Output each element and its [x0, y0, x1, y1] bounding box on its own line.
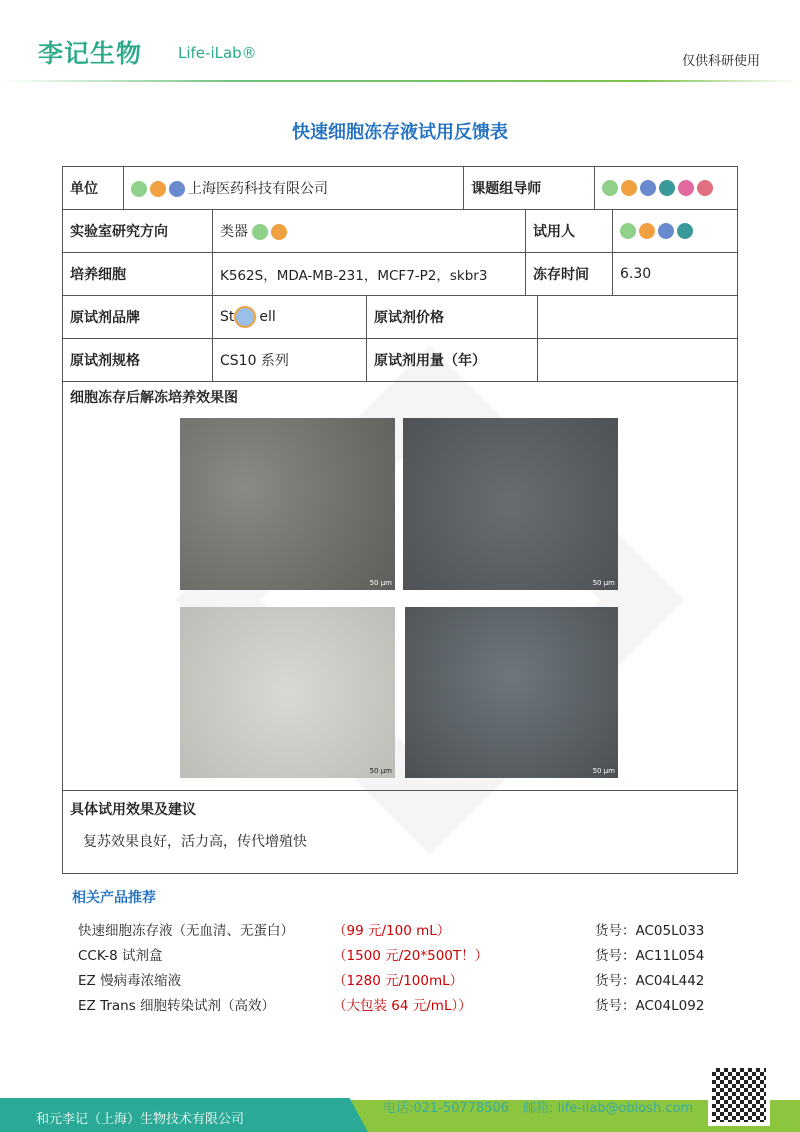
dna-icon [658, 223, 674, 239]
product-price: （99 元/100 mL） [333, 923, 451, 939]
page-title: 快速细胞冻存液试用反馈表 [292, 122, 508, 143]
cell-image-2: 50 μm [403, 418, 618, 590]
feedback-title: 具体试用效果及建议 [70, 802, 196, 818]
cell-image-4: 50 μm [405, 607, 618, 778]
product-name: CCK-8 试剂盒 [78, 948, 163, 964]
footer-email: 邮箱: life-ilab@obiosh.com [523, 1101, 694, 1116]
cell-icon [271, 224, 287, 240]
logo-cn: 李记生物 [38, 39, 143, 68]
spec-value: CS10 系列 [213, 339, 367, 382]
dna-icon [640, 180, 656, 196]
freeze-time-label: 冻存时间 [526, 253, 613, 296]
feedback-form-table [62, 166, 738, 210]
product-name: 快速细胞冻存液（无血清、无蛋白） [78, 923, 294, 939]
spec-label: 原试剂规格 [63, 339, 213, 382]
product-code: 货号：AC04L442 [595, 973, 705, 989]
freeze-time-value: 6.30 [613, 253, 738, 296]
atom-icon [697, 180, 713, 196]
usage-value [538, 339, 738, 382]
brand-label: 原试剂品牌 [63, 296, 213, 339]
cell-image-1: 50 μm [180, 418, 395, 590]
form-rows-2-3 [62, 209, 738, 296]
products-title: 相关产品推荐 [72, 890, 156, 906]
price-value [538, 296, 738, 339]
cell-icon [621, 180, 637, 196]
direction-label: 实验室研究方向 [63, 210, 213, 253]
unit-value: 上海医药科技有限公司 [124, 167, 464, 210]
research-use-notice: 仅供科研使用 [681, 54, 760, 69]
flask-icon [252, 224, 268, 240]
product-code: 货号：AC05L033 [595, 923, 705, 939]
brand-value: St ell [213, 296, 367, 339]
tester-label: 试用人 [526, 210, 613, 253]
feedback-text: 复苏效果良好，活力高，传代增殖快 [83, 834, 307, 850]
header-divider [0, 80, 800, 82]
cell-icon [639, 223, 655, 239]
direction-value: 类器 [213, 210, 526, 253]
form-rows-4-5 [62, 295, 738, 382]
flask-icon [602, 180, 618, 196]
product-price: （1500 元/20*500T！） [333, 948, 489, 964]
images-section [62, 381, 738, 791]
beaker-icon [659, 180, 675, 196]
flask-icon [620, 223, 636, 239]
product-price: （大包装 64 元/mL）） [333, 998, 472, 1014]
advisor-label: 课题组导师 [464, 167, 595, 210]
cells-value: K562S，MDA-MB-231，MCF7-P2，skbr3 [213, 253, 526, 296]
cell-icon [150, 181, 166, 197]
unit-label: 单位 [63, 167, 124, 210]
qr-code [708, 1064, 770, 1126]
feedback-section [62, 790, 738, 874]
advisor-value [595, 167, 738, 210]
product-name: EZ Trans 细胞转染试剂（高效） [78, 998, 276, 1014]
footer-company: 和元李记（上海）生物技术有限公司 [36, 1112, 245, 1127]
cells-label: 培养细胞 [63, 253, 213, 296]
cell-icon [234, 306, 256, 328]
product-code: 货号：AC04L092 [595, 998, 705, 1014]
price-label: 原试剂价格 [367, 296, 538, 339]
images-section-title: 细胞冻存后解冻培养效果图 [70, 390, 238, 406]
logo-en: Life-iLab® [178, 44, 257, 62]
dna-icon [169, 181, 185, 197]
usage-label: 原试剂用量（年） [367, 339, 538, 382]
petri-dish-icon [678, 180, 694, 196]
tester-value [613, 210, 738, 253]
footer-phone: 电话:021-50778506 [383, 1101, 510, 1116]
product-price: （1280 元/100mL） [333, 973, 464, 989]
cell-image-3: 50 μm [180, 607, 395, 778]
beaker-icon [677, 223, 693, 239]
product-code: 货号：AC11L054 [595, 948, 705, 964]
product-name: EZ 慢病毒浓缩液 [78, 973, 182, 989]
flask-icon [131, 181, 147, 197]
